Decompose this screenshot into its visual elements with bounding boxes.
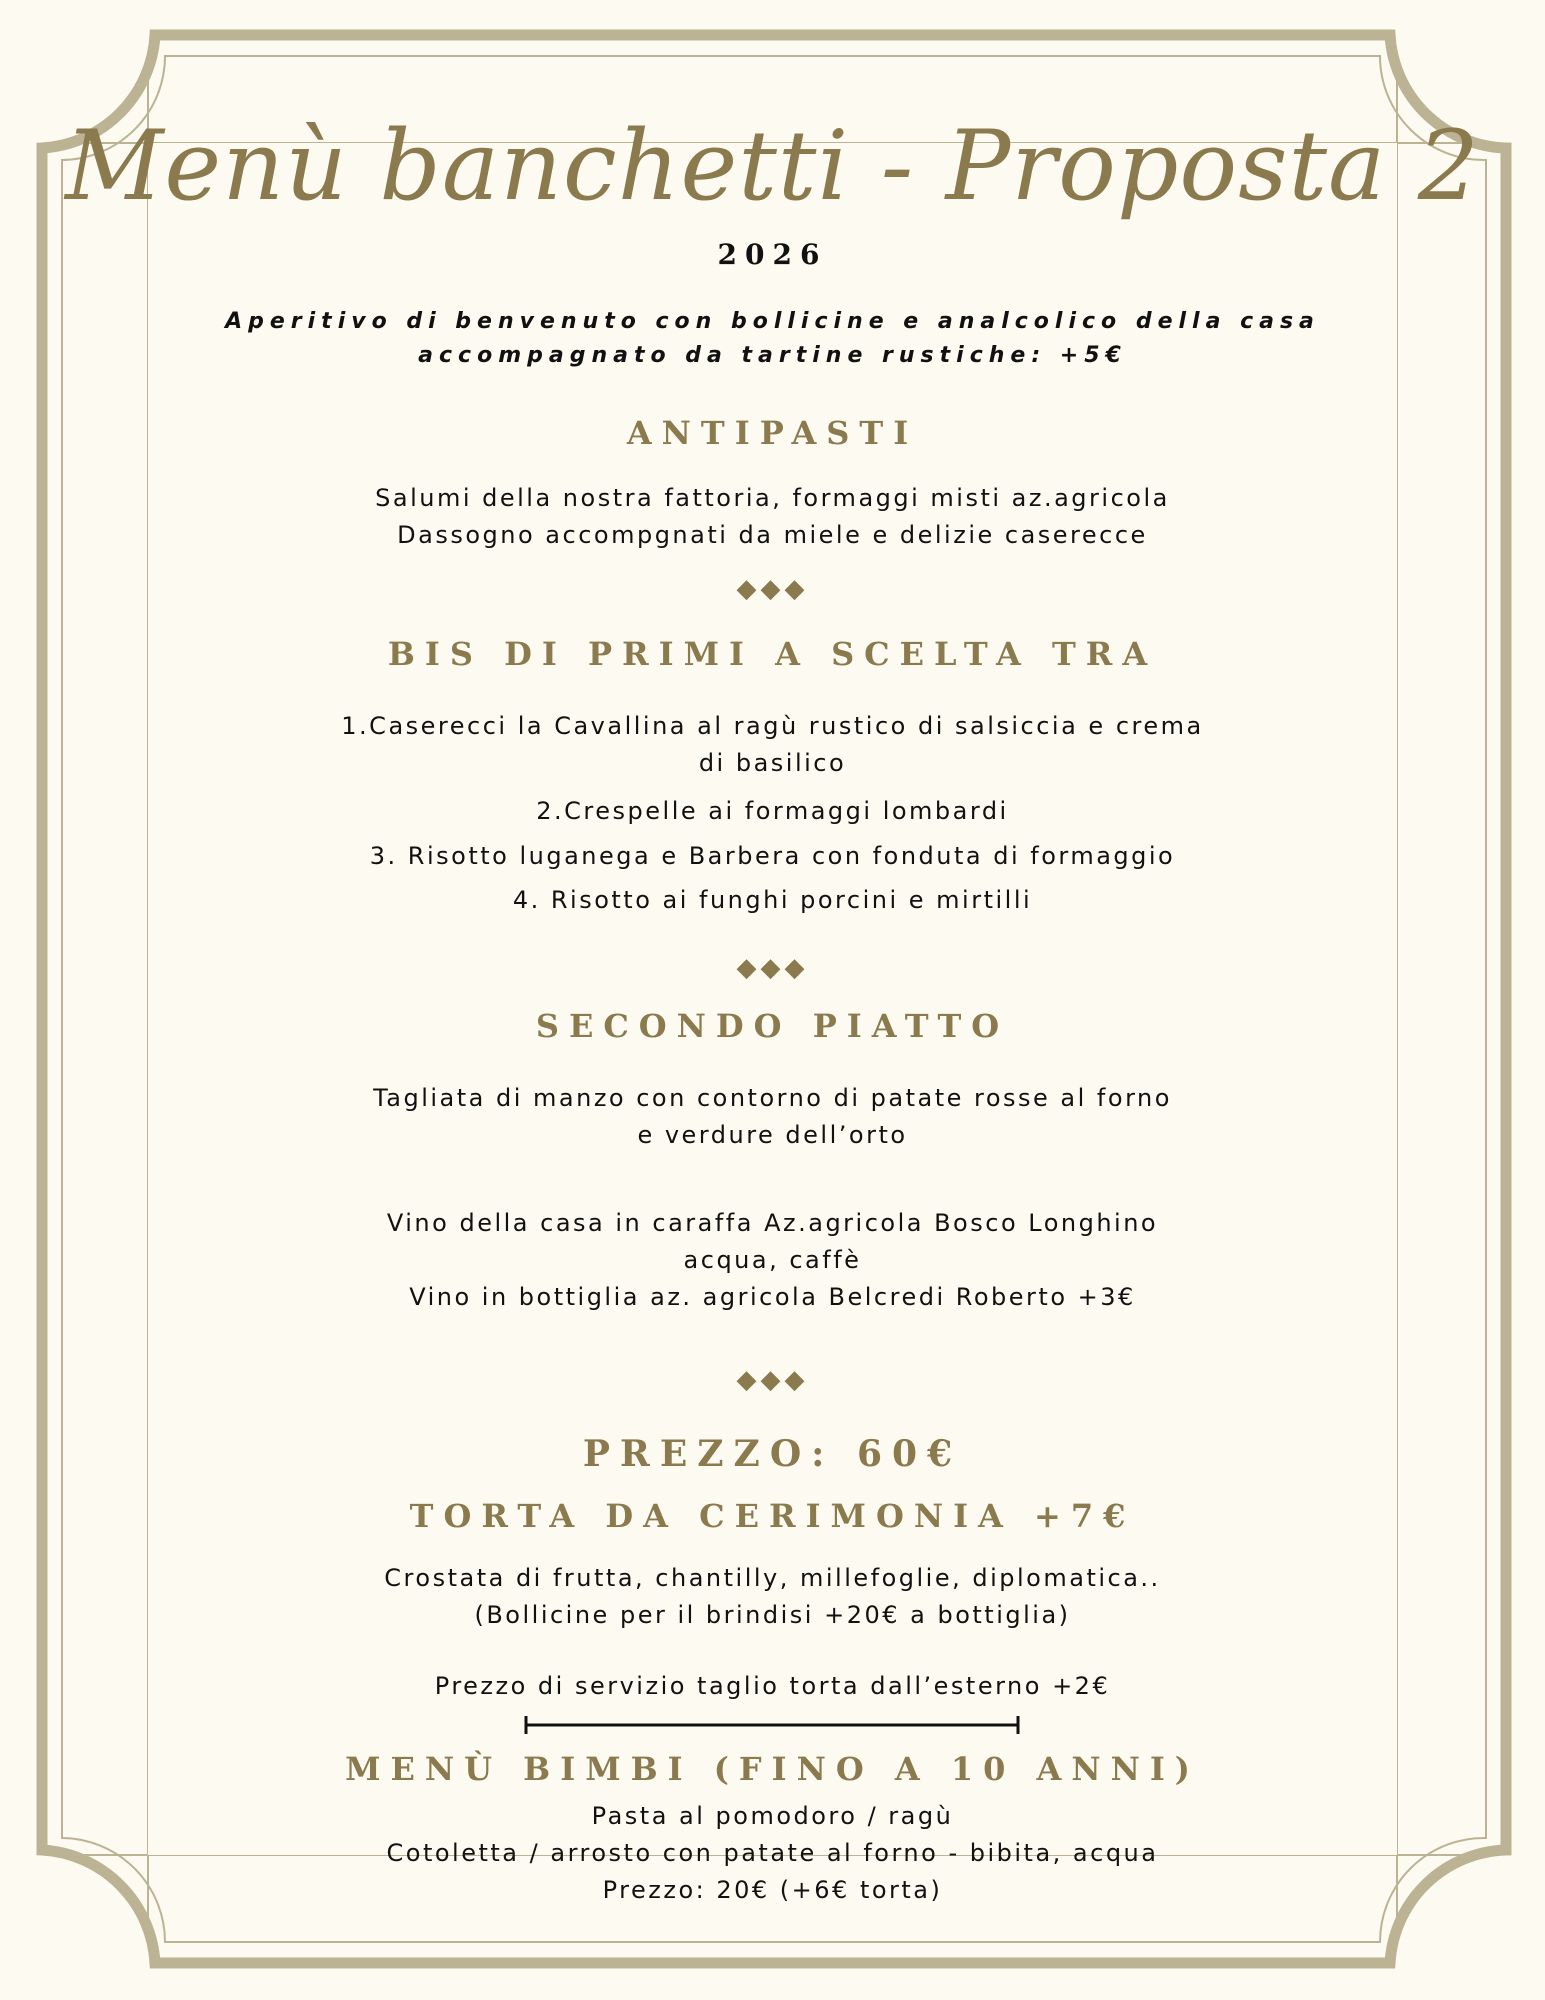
- bimbi-line: Prezzo: 20€ (+6€ torta): [602, 1876, 943, 1904]
- secondo-heading: SECONDO PIATTO: [535, 1007, 1010, 1045]
- torta-heading: TORTA DA CERIMONIA +7€: [409, 1497, 1136, 1535]
- vino-line: acqua, caffè: [683, 1246, 862, 1274]
- primi-item: di basilico: [698, 749, 847, 777]
- vino-line: Vino in bottiglia az. agricola Belcredi Roberto +3€: [409, 1283, 1136, 1311]
- antipasti-line: Dassogno accompgnati da miele e delizie caserecce: [397, 521, 1148, 549]
- secondo-line: Tagliata di manzo con contorno di patate rosse al forno: [373, 1084, 1172, 1112]
- diamond-ornament: ◆◆◆: [736, 574, 809, 604]
- bimbi-line: Cotoletta / arrosto con patate al forno - bibita, acqua: [386, 1839, 1159, 1867]
- primi-item: 4. Risotto ai funghi porcini e mirtilli: [512, 886, 1033, 914]
- vino-line: Vino della casa in caraffa Az.agricola Bosco Longhino: [386, 1209, 1159, 1237]
- primi-item: 3. Risotto luganega e Barbera con fonduta di formaggio: [369, 842, 1176, 870]
- diamond-ornament: ◆◆◆: [736, 1365, 809, 1395]
- secondo-line: e verdure dell’orto: [637, 1121, 908, 1149]
- bimbi-description: [0, 1798, 1545, 1909]
- torta-description: [0, 1560, 1545, 1634]
- prezzo-heading: PREZZO: 60€: [582, 1433, 963, 1475]
- antipasti-heading: ANTIPASTI: [626, 414, 919, 452]
- torta-line: Crostata di frutta, chantilly, millefoglie, diplomatica..: [384, 1564, 1161, 1592]
- primi-list: [0, 708, 1545, 782]
- primi-item: 2.Crespelle ai formaggi lombardi: [536, 797, 1009, 825]
- bimbi-heading: MENÙ BIMBI (FINO A 10 ANNI): [345, 1750, 1200, 1788]
- torta-servizio: Prezzo di servizio taglio torta dall’esterno +2€: [434, 1672, 1111, 1700]
- aperitivo-line: Aperitivo di benvenuto con bollicine e analcolico della casa: [225, 309, 1320, 334]
- page-title: Menù banchetti - Proposta 2: [65, 110, 1480, 222]
- aperitivo-text: [0, 305, 1545, 373]
- antipasti-description: [0, 480, 1545, 554]
- primi-item: 1.Caserecci la Cavallina al ragù rustico di salsiccia e crema: [341, 712, 1204, 740]
- vino-description: [0, 1205, 1545, 1316]
- secondo-description: [0, 1080, 1545, 1154]
- diamond-ornament: ◆◆◆: [736, 953, 809, 983]
- torta-line: (Bollicine per il brindisi +20€ a bottiglia): [474, 1601, 1071, 1629]
- primi-heading: BIS DI PRIMI A SCELTA TRA: [387, 635, 1158, 673]
- bimbi-line: Pasta al pomodoro / ragù: [591, 1802, 954, 1830]
- year-label: 2026: [717, 238, 828, 271]
- aperitivo-line: accompagnato da tartine rustiche: +5€: [418, 343, 1127, 368]
- antipasti-line: Salumi della nostra fattoria, formaggi misti az.agricola: [375, 484, 1170, 512]
